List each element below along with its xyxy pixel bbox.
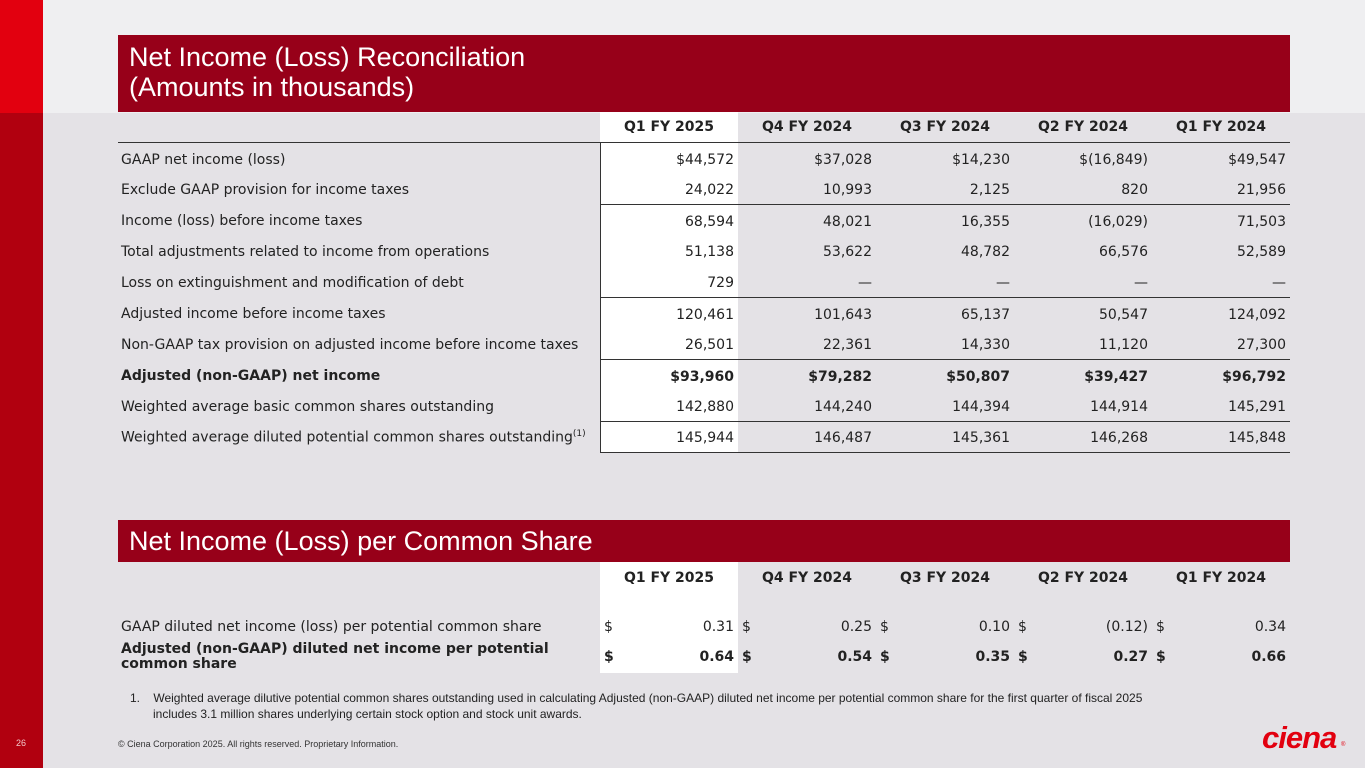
column-header: Q4 FY 2024 <box>738 112 876 142</box>
cell-value: $49,547 <box>1228 151 1286 168</box>
cell-value: $39,427 <box>1014 359 1152 390</box>
reconciliation-title <box>118 35 1290 112</box>
cell-value: 142,880 <box>600 390 738 421</box>
cell-value: 145,291 <box>1228 399 1286 415</box>
currency-symbol: $ <box>1018 649 1028 665</box>
table-row <box>118 359 1290 390</box>
header-blank <box>118 562 600 594</box>
column-header: Q4 FY 2024 <box>761 570 853 586</box>
cell-value: 50,547 <box>1014 297 1152 328</box>
cell-value: 101,643 <box>738 297 876 328</box>
cell-value: $14,230 <box>952 151 1010 168</box>
cell-value: $(16,849) <box>1079 151 1148 168</box>
currency-symbol: $ <box>880 618 889 635</box>
cell-amount: 0.34 <box>1254 618 1286 635</box>
row-label: Exclude GAAP provision for income taxes <box>121 182 409 198</box>
row-label: Adjusted (non-GAAP) diluted net income per potential common share <box>121 641 549 672</box>
column-header: Q2 FY 2024 <box>1014 112 1152 142</box>
table-row <box>118 266 1290 297</box>
cell-value <box>1014 612 1152 641</box>
column-header: Q2 FY 2024 <box>1037 570 1129 586</box>
row-label: Loss on extinguishment and modification of debt <box>121 275 464 291</box>
column-header: Q1 FY 2024 <box>1175 570 1267 586</box>
table-row <box>118 390 1290 421</box>
cell-value: 21,956 <box>1237 182 1286 198</box>
cell-value: 52,589 <box>1237 244 1286 260</box>
reconciliation-title-line2: (Amounts in thousands) <box>129 72 415 102</box>
cell-value: 820 <box>1121 182 1148 198</box>
cell-value: 53,622 <box>823 244 872 260</box>
table-row <box>118 204 1290 235</box>
cell-value: 68,594 <box>600 204 738 235</box>
currency-symbol: $ <box>1018 618 1027 635</box>
cell-value: 48,782 <box>961 244 1010 260</box>
cell-value <box>876 641 1014 673</box>
cell-value <box>600 641 738 673</box>
cell-value: 14,330 <box>961 337 1010 353</box>
cell-value: $44,572 <box>600 142 738 173</box>
currency-symbol: $ <box>604 618 613 635</box>
cell-value: 146,487 <box>738 421 876 452</box>
cell-value: 24,022 <box>600 173 738 204</box>
page-number: 26 <box>16 738 27 748</box>
cell-amount: 0.25 <box>840 618 872 635</box>
table-row <box>118 421 1290 452</box>
cell-value: $96,792 <box>1152 359 1290 390</box>
cell-value <box>738 641 876 673</box>
currency-symbol: $ <box>1156 649 1166 665</box>
currency-symbol: $ <box>1156 618 1165 635</box>
row-label <box>118 421 600 452</box>
cell-value: 2,125 <box>969 182 1010 198</box>
table-row <box>118 641 1290 673</box>
table-row <box>118 612 1290 641</box>
cell-value: 144,240 <box>814 399 872 415</box>
table-row <box>118 328 1290 359</box>
cell-value: 144,914 <box>1090 399 1148 415</box>
cell-value: (16,029) <box>1014 204 1152 235</box>
cell-value <box>876 612 1014 641</box>
cell-amount: (0.12) <box>1105 618 1148 635</box>
table-header-row <box>118 112 1290 142</box>
cell-value: — <box>858 275 872 291</box>
column-header: Q3 FY 2024 <box>876 112 1014 142</box>
row-label: Adjusted income before income taxes <box>121 306 386 322</box>
cell-value: 65,137 <box>876 297 1014 328</box>
cell-value: 51,138 <box>600 235 738 266</box>
footnote-marker: 1. <box>130 691 141 705</box>
header-blank <box>118 112 600 142</box>
cell-value <box>738 612 876 641</box>
table-header-row <box>118 562 1290 594</box>
cell-value: $50,807 <box>876 359 1014 390</box>
cell-value <box>1014 641 1152 673</box>
spacer-cell <box>600 594 738 612</box>
ciena-logo <box>1262 722 1348 752</box>
column-header: Q1 FY 2025 <box>600 562 738 594</box>
cell-value: 145,361 <box>876 421 1014 452</box>
reconciliation-title-line1: Net Income (Loss) Reconciliation <box>129 42 526 72</box>
footnote-body: Weighted average dilutive potential common shares outstanding used in calculating Adjusted (non-GAAP) diluted net income per potential common share for the first quarter of fiscal 2025 includes 3.1 million shares underlying certain stock option and stock unit awards. <box>153 691 1143 721</box>
cell-value: 26,501 <box>600 328 738 359</box>
cell-value: 16,355 <box>876 204 1014 235</box>
table-row <box>118 173 1290 204</box>
side-accent-bar <box>0 0 43 768</box>
row-label: Income (loss) before income taxes <box>121 213 363 229</box>
row-label: GAAP net income (loss) <box>121 151 286 168</box>
currency-symbol: $ <box>742 618 751 635</box>
cell-value: 145,848 <box>1152 421 1290 452</box>
cell-value: 71,503 <box>1152 204 1290 235</box>
cell-amount: 0.27 <box>1113 649 1148 665</box>
cell-value <box>1152 641 1290 673</box>
side-accent-bar-top <box>0 0 43 113</box>
row-label: Weighted average basic common shares outstanding <box>121 399 494 415</box>
footnote <box>130 690 1153 722</box>
cell-amount: 0.64 <box>699 649 734 665</box>
cell-value: 22,361 <box>823 337 872 353</box>
cell-value: 66,576 <box>1099 244 1148 260</box>
copyright-notice: © Ciena Corporation 2025. All rights reserved. Proprietary Information. <box>118 739 399 749</box>
cell-value: 144,394 <box>952 399 1010 415</box>
table-row <box>118 142 1290 173</box>
cell-amount: 0.66 <box>1251 649 1286 665</box>
cell-amount: 0.35 <box>975 649 1010 665</box>
logo-registered-mark: ® <box>1341 742 1346 748</box>
reconciliation-table <box>118 112 1290 453</box>
spacer-row <box>118 594 1290 612</box>
table-row <box>118 235 1290 266</box>
cell-value: 729 <box>600 266 738 297</box>
cell-amount: 0.10 <box>978 618 1010 635</box>
cell-amount: 0.31 <box>702 618 734 635</box>
cell-value: 146,268 <box>1014 421 1152 452</box>
cell-value <box>1152 612 1290 641</box>
cell-value: 124,092 <box>1152 297 1290 328</box>
row-label: Total adjustments related to income from operations <box>121 244 490 260</box>
cell-value <box>600 612 738 641</box>
column-header: Q1 FY 2025 <box>600 112 738 142</box>
column-header: Q3 FY 2024 <box>899 570 991 586</box>
cell-value: — <box>1272 275 1286 291</box>
table-row <box>118 297 1290 328</box>
row-label-text: Weighted average diluted potential common shares outstanding <box>121 429 573 446</box>
cell-value: 27,300 <box>1237 337 1286 353</box>
cell-value: $93,960 <box>600 359 738 390</box>
eps-table <box>118 562 1290 673</box>
footnote-ref: (1) <box>572 429 586 439</box>
currency-symbol: $ <box>604 649 614 665</box>
logo-wordmark: ciena <box>1262 722 1337 752</box>
column-header: Q1 FY 2024 <box>1152 112 1290 142</box>
cell-value: $79,282 <box>738 359 876 390</box>
currency-symbol: $ <box>742 649 752 665</box>
eps-title: Net Income (Loss) per Common Share <box>118 520 1290 562</box>
cell-value: 120,461 <box>600 297 738 328</box>
row-label: Non-GAAP tax provision on adjusted income before income taxes <box>121 337 579 353</box>
cell-value: 145,944 <box>600 421 738 452</box>
spacer-cell <box>118 594 600 612</box>
currency-symbol: $ <box>880 649 890 665</box>
footnote-text <box>130 690 1153 722</box>
cell-value: 10,993 <box>823 182 872 198</box>
cell-value: $37,028 <box>814 151 872 168</box>
cell-value: 48,021 <box>738 204 876 235</box>
cell-value: — <box>996 275 1010 291</box>
cell-value: — <box>1134 275 1148 291</box>
cell-amount: 0.54 <box>837 649 872 665</box>
row-label: GAAP diluted net income (loss) per potential common share <box>121 618 542 635</box>
cell-value: 11,120 <box>1099 337 1148 353</box>
row-label: Adjusted (non-GAAP) net income <box>121 368 381 384</box>
